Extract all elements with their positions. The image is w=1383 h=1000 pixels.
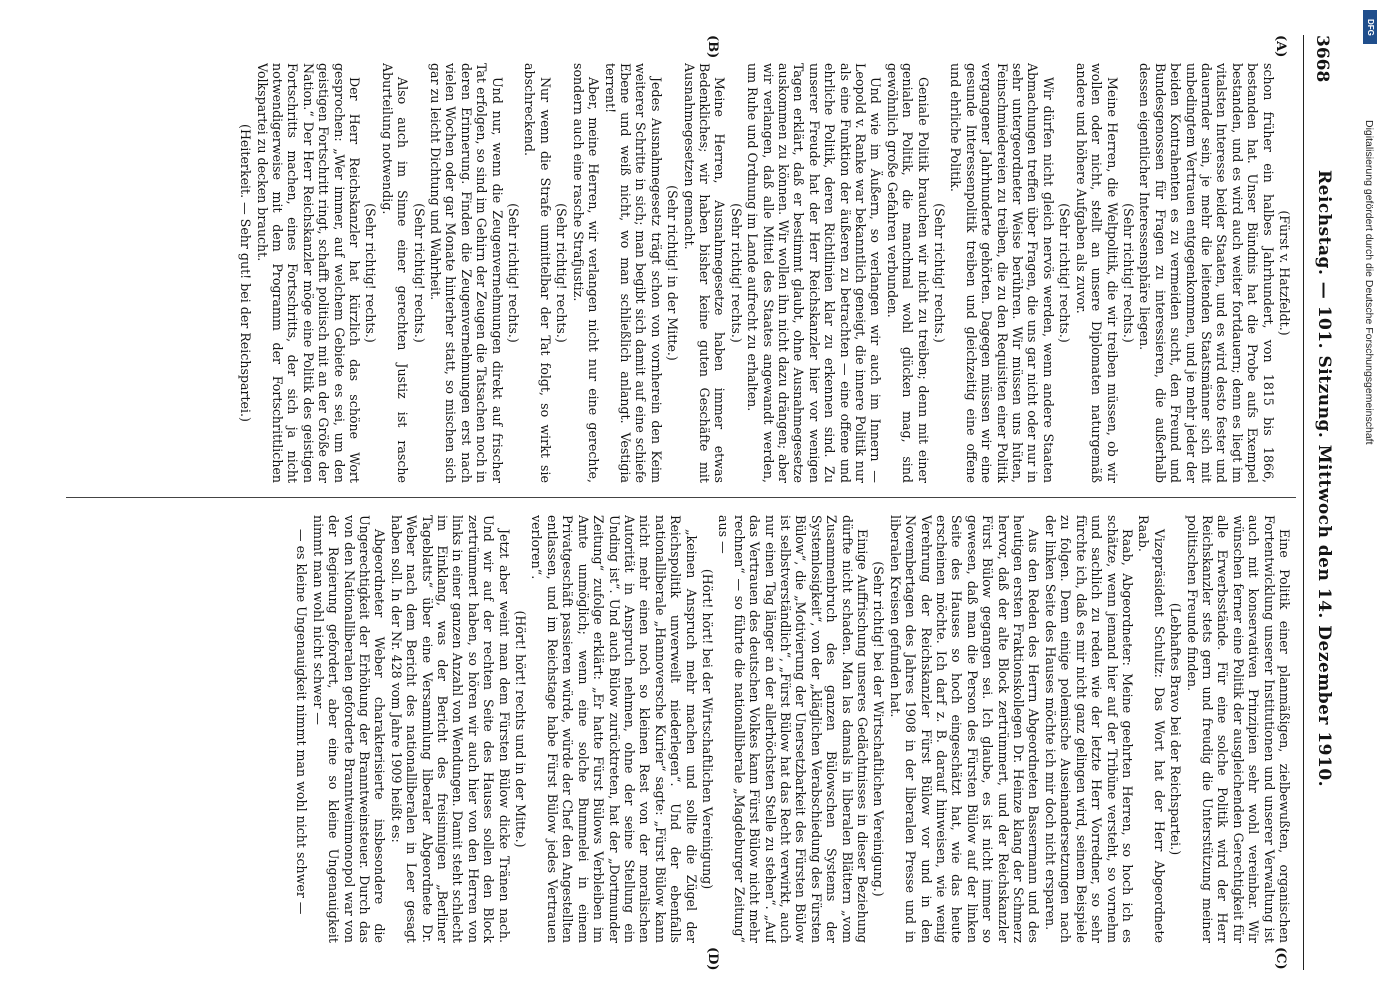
interjection: (Sehr richtig! rechts.) — [932, 203, 948, 343]
dfg-logo: DFG — [1363, 10, 1377, 44]
running-header — [1303, 35, 1340, 970]
margin-marker-b: (B) — [705, 35, 720, 59]
interjection: (Hört! hört! rechts und in der Mitte.) — [513, 610, 529, 848]
paragraph: Geniale Politik brauchen wir nicht zu treiben; denn mit einer genialen Politik, die manchmal wohl glücken mag, sind gewöhnlich große Gefahren verbunden. — [884, 63, 931, 483]
column-divider — [66, 497, 1296, 498]
interjection: (Lebhaftes Bravo bei der Reichspartei.) — [1168, 602, 1184, 856]
digitization-attribution: Digitalisierung gefördert durch die Deutsche Forschungsgemeinschaft — [1363, 120, 1375, 445]
margin-marker-a: (A) — [1273, 35, 1288, 58]
paragraph: Nur wenn die Strafe unmittelbar der Tat folgt, so wirkt sie abschreckend. — [522, 63, 553, 483]
right-text-column — [67, 515, 1292, 943]
paragraph: Aber, meine Herren, wir verlangen nicht nur eine gerechte, sondern auch eine rasche Strafjustiz. — [570, 63, 602, 483]
paragraph: Meine Herren, die Weltpolitik, die wir treiben müssen, ob wir wollen oder nicht, stellt an unsere Diplomaten naturgemäß andere und höhere Aufgaben als zuvor. — [1073, 63, 1120, 483]
interjection: (Sehr richtig! rechts.) — [1120, 203, 1136, 343]
speaker-paragraph: Vizepräsident Schultz: Das Wort hat der Herr Abgeordnete Raab. — [1136, 515, 1167, 943]
paragraph: „keinen Anspruch mehr machen und sollte die Zügel der Reichspolitik unverweilt niederlegen“. Und der ebenfalls nationalliberale „Hannoversche Kurier“ sagte: „Fürst Bülow kann nicht mehr einen noch so kleinen Rest von der moralischen Autorität in Anspruch nehmen, ohne der seine Stellung ein Unding ist“. Und auch Bülow zurücktreten, hat der „Dortmunder Zeitung“ zufolge erklärt: „Er hatte Fürst Bülows Verbleiben im Amte unmöglich; wenn eine solche Bummelei in einem Privatgeschäft passieren würde, würde der Chef den Angestellten entlassen, und im Reichstage habe Fürst Bülow jedes Vertrauen verloren“. — [529, 515, 699, 943]
paragraph: Aus den Reden des Herrn Abgeordneten Bassermann und des heutigen ersten Fraktionskollegen Dr. Heinze klang der Schmerz hervor, daß der alte Block zertrümmert, und der Reichskanzler Fürst Bülow gegangen sei. Ich glaube, es ist nicht immer so gewesen, daß man die Person des Fürsten Bülow auf der linken Seite des Hauses so hoch eingeschätzt hat, wie das heute erscheinen möchte. Ich darf z. B. darauf hinweisen, wie wenig Verehrung der Reichskanzler Fürst Bülow vor und in den Novembertagen des Jahres 1908 in der liberalen Presse und in liberalen Kreisen gefunden hat. — [887, 515, 1042, 943]
margin-marker-c: (C) — [1273, 947, 1288, 970]
interjection: (Sehr richtig! rechts.) — [728, 203, 744, 343]
interjection: (Hört! hört! bei der Wirtschaftlichen Vereinigung) — [699, 568, 715, 890]
paragraph: Der Herr Reichskanzler hat kürzlich das schöne Wort gesprochen: „Wer immer, auf welchem Gebiete es sei, um den geistigen Fortschritt ringt, schafft politisch mit an der Größe der Nation.“ Der Herr Reichskanzler möge eine Politik des geistigen Fortschritts machen, eines Fortschritts, der sich ja nicht notwendigerweise mit dem Programm der Fortschrittlichen Volkspartei zu decken braucht. — [254, 63, 363, 483]
paragraph: Jedes Ausnahmegesetz trägt schon von vornherein den Keim weiterer Schritte in sich; man begibt sich damit auf eine schiefe Ebene und weiß nicht, wo man schließlich anlangt. Vestigia terrent! — [602, 63, 664, 483]
interjection: (Sehr richtig! rechts.) — [411, 203, 427, 343]
speaker-note: (Fürst v. Hatzfeldt.) — [1277, 210, 1292, 336]
left-text-column — [67, 63, 1292, 483]
paragraph: Wir dürfen nicht gleich nervös werden, wenn andere Staaten Abmachungen treffen über Fragen, die uns gar nicht oder nur in sehr untergeordneter Weise berühren. Wir müssen uns hüten, Feinschmiedereien zu treiben, die zu den Requisiten einer Politik vergangener Jahrhunderte gehörten. Dagegen müssen wir eine gesunde Interessenpolitik treiben und gleichzeitig eine offene und ehrliche Politik. — [948, 63, 1056, 483]
paragraph: Eine Politik einer planmäßigen, zielbewußten, organischen Fortentwicklung unserer Institutionen und unserer Verwaltung ist auch mit konservativen Prinzipien sehr wohl vereinbar. Wir wünschen ferner eine Politik der ausgleichenden Gerechtigkeit für alle Erwerbsstände. Für eine solche Politik wird der Herr Reichskanzler stets gern und freudig die Unterstützung meiner politischen Freunde finden. — [1184, 515, 1292, 943]
running-head-title: Reichstag. — 101. Sitzung. Mittwoch den 14. Dezember 1910. — [1314, 170, 1334, 788]
interjection: (Sehr richtig! in der Mitte.) — [665, 185, 681, 361]
speaker-paragraph: Raab, Abgeordneter: Meine geehrten Herren, so hoch ich es schätze, wenn jemand hier auf der Tribüne versteht, so vornehm und sachlich zu reden wie der letzte Herr Vorredner, so sehr fürchte ich, daß es mir nicht ganz gelingen wird, seinem Beispiele zu folgen. Denn einige polemische Auseinandersetzungen nach der linken Seite des Hauses möchte ich mir doch nicht ersparen. — [1042, 515, 1135, 943]
page-number: 3668 — [1312, 35, 1332, 83]
rotated-newspaper-page — [50, 35, 1340, 970]
interjection: (Heiterkeit. — Sehr gut! bei der Reichspartei.) — [238, 124, 254, 422]
paragraph: — es kleine Ungenauigkeit nimmt man wohl nicht schwer — — [294, 529, 310, 915]
paragraph: schon früher ein halbes Jahrhundert, von 1815 bis 1866, bestanden hat. Unser Bündnis hat die Probe aufs Exempel bestanden, und es wird auch weiter fortdauern; denn es liegt im vitalsten Interesse beider Staaten, und es wird desto fester und dauernder sein, je mehr die leitenden Staatsmänner sich mit unbedingtem Vertrauen entgegenkommen, und je mehr jeder der beiden Kontrahenten es zu vermeiden sucht, den Freund und Bundesgenossen für Fragen zu interessieren, die außerhalb dessen eigentlicher Interessensphäre liegen. — [1137, 63, 1276, 483]
paragraph: Also auch im Sinne einer gerechten Justiz ist rasche Aburteilung notwendig. — [379, 63, 411, 483]
interjection: (Sehr richtig! rechts.) — [506, 203, 522, 343]
paragraph: Meine Herren, Ausnahmegesetze haben immer etwas Bedenkliches; wir haben bisher keine guten Geschäfte mit Ausnahmegesetzen gemacht. — [681, 63, 728, 483]
paragraph: Und wie im Äußern, so verlangen wir auch im Innern — Leopold v. Ranke war bekanntlich geneigt, die innere Politik nur als eine Funktion der äußeren zu betrachten — eine offene und ehrliche Politik, deren Richtlinien klar zu erkennen sind. Zu unserer Freude hat der Herr Reichskanzler hier vor wenigen Tagen erklärt, daß er bestimmt glaubt, ohne Ausnahmegesetze auskommen zu können. Wir wollen ihn nicht dazu drängen; aber wir verlangen, daß alle Mittel des Staates angewandt werden, um Ruhe und Ordnung im Lande aufrecht zu erhalten. — [745, 63, 884, 483]
interjection: (Sehr richtig! rechts.) — [554, 203, 570, 343]
margin-marker-d: (D) — [705, 947, 720, 971]
interjection: (Sehr richtig! rechts.) — [363, 203, 379, 343]
quoted-paragraph: Abgeordneter Weber charakterisierte insbesondere die Ungerechtigkeit der Erhöhung der Branntweinsteuer. Durch das von den Nationalliberalen geforderte Branntweinmonopol war von der Regierung gefordert, aber eine so kleine Ungenauigkeit nimmt man wohl nicht schwer — — [310, 515, 388, 943]
interjection: (Sehr richtig! rechts.) — [1057, 203, 1073, 343]
paragraph: Und nur, wenn die Zeugenvernehmungen direkt auf frischer Tat erfolgen, so sind im Gehirn der Zeugen die Tatsachen noch in deren Erinnerung. Finden die Zeugenvernehmungen erst nach vielen Wochen oder gar Monate hinterher statt, so mischen sich gar zu leicht Dichtung und Wahrheit. — [428, 63, 505, 483]
paragraph: Jetzt aber weint man dem Fürsten Bülow dicke Tränen nach. Und wir auf der rechten Seite des Hauses sollen den Block zertrümmert haben, so hören wir auch hier von den Herren von links in einer ganzen Anzahl von Wendungen. Damit steht schlecht im Einklang, was der Bericht des freisinnigen „Berliner Tageblatts“ über eine Versammlung liberaler Abgeordnete Dr. Weber nach dem Bericht des nationalliberalen in Leer gesagt haben soll. In der Nr. 428 vom Jahre 1909 heißt es: — [388, 515, 512, 943]
paragraph: Einige Auffrischung unseres Gedächtnisses in dieser Beziehung dürfte nicht schaden. Man las damals in liberalen Blättern „vom Zusammenbruch des ganzen Bülowschen Systems der Systemlosigkeit“, von der „kläglichen Verabschiedung des Fürsten Bülow“, die „Motivierung der Unersetzbarkeit des Fürsten Bülow ist selbstverständlich“, „Fürst Bülow hat das Recht verwirkt, auch nur einen Tag länger an der allerhöchsten Stelle zu stehen“. „Auf das Vertrauen des deutschen Volkes kann Fürst Bülow nicht mehr rechnen“ — so führte die nationalliberale „Magdeburger Zeitung“ aus — — [716, 515, 871, 943]
interjection: (Sehr richtig! bei der Wirtschaftlichen Vereinigung.) — [871, 561, 887, 897]
